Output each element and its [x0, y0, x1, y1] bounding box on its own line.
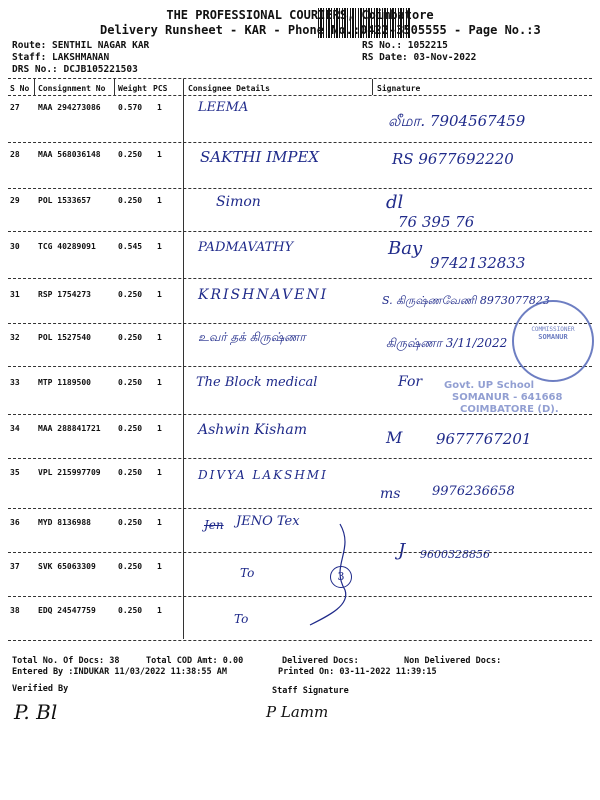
row-pcs: 1: [157, 150, 162, 159]
non-delivered-docs: Non Delivered Docs:: [404, 656, 502, 666]
row-rule: [8, 323, 592, 324]
row-sno: 33: [10, 378, 20, 387]
signature-scribble: J: [398, 540, 406, 561]
row-consignee: SAKTHI IMPEX: [200, 148, 320, 166]
document-title: THE PROFESSIONAL COURIERS, Coimbatore: [166, 8, 434, 22]
row-weight: 0.250: [118, 290, 143, 299]
stamp-middle-text: SOMANUR: [538, 333, 568, 341]
staff-label: Staff: LAKSHMANAN: [12, 52, 110, 63]
row-consignment: POL 1527540: [38, 333, 91, 342]
row-signature: 76 395 76: [398, 213, 475, 231]
row-consignee: Ashwin Kisham: [198, 422, 307, 438]
row-signature: 9600328856: [420, 548, 490, 561]
row-rule: [8, 508, 592, 509]
row-consignee: KRISHNAVENI: [198, 287, 329, 303]
row-consignment: TCG 40289091: [38, 242, 96, 251]
row-sno: 38: [10, 606, 20, 615]
row-sno: 30: [10, 242, 20, 251]
row-sno: 32: [10, 333, 20, 342]
drs-number: DRS No.: DCJB105221503: [12, 64, 138, 75]
row-weight: 0.545: [118, 242, 143, 251]
row-sno: 29: [10, 196, 20, 205]
row-weight: 0.570: [118, 103, 143, 112]
row-pcs: 1: [157, 196, 162, 205]
row-weight: 0.250: [118, 468, 143, 477]
row-pcs: 1: [157, 242, 162, 251]
staff-signature-label: Staff Signature: [272, 686, 349, 696]
col-divider: [183, 79, 184, 639]
col-pcs: PCS: [153, 84, 168, 93]
signature-scribble: ms: [380, 486, 401, 502]
row-consignment: MTP 1189500: [38, 378, 91, 387]
row-weight: 0.250: [118, 562, 143, 571]
signature-scribble: Bay: [388, 238, 423, 259]
ditto-bracket-line: [300, 520, 360, 630]
row-pcs: 1: [157, 468, 162, 477]
col-consignee: Consignee Details: [188, 84, 270, 93]
verified-by-label: Verified By: [12, 684, 69, 694]
row-consignee: DIVYA LAKSHMI: [198, 468, 328, 482]
signature-scribble: dl: [386, 192, 404, 213]
stamp-top-text: COMMISSIONER: [531, 326, 575, 333]
row-weight: 0.250: [118, 333, 143, 342]
row-weight: 0.250: [118, 606, 143, 615]
row-sno: 27: [10, 103, 20, 112]
row-signature: RS 9677692220: [392, 150, 514, 168]
circled-number: 3: [330, 566, 352, 588]
row-sno: 28: [10, 150, 20, 159]
row-rule: [8, 142, 592, 143]
stamp-line: COIMBATORE (D).: [460, 404, 559, 415]
header-rule-top: [8, 78, 592, 79]
row-sno: 37: [10, 562, 20, 571]
row-consignee: LEEMA: [198, 100, 249, 115]
row-weight: 0.250: [118, 518, 143, 527]
row-consignee: Simon: [216, 194, 261, 210]
row-consignment: VPL 215997709: [38, 468, 101, 477]
row-weight: 0.250: [118, 424, 143, 433]
row-consignee: To: [240, 566, 255, 580]
verifier-signature: P. Bl: [14, 700, 58, 724]
row-consignment: MYD 8136988: [38, 518, 91, 527]
col-signature: Signature: [377, 84, 421, 93]
row-consignment: MAA 294273086: [38, 103, 101, 112]
row-consignment: RSP 1754273: [38, 290, 91, 299]
staff-handwritten-signature: P Lamm: [266, 703, 329, 721]
row-consignment: POL 1533657: [38, 196, 91, 205]
row-pcs: 1: [157, 103, 162, 112]
col-divider: [372, 79, 373, 95]
row-signature: S. கிருஷ்ணவேணி 8973077823: [382, 294, 550, 307]
official-seal-stamp: [512, 300, 594, 382]
row-signature: For: [398, 374, 423, 390]
row-signature: 9976236658: [432, 484, 515, 499]
row-pcs: 1: [157, 518, 162, 527]
row-consignment: EDQ 24547759: [38, 606, 96, 615]
row-consignment: MAA 288841721: [38, 424, 101, 433]
row-sno: 36: [10, 518, 20, 527]
row-signature: லீமா. 7904567459: [388, 112, 526, 130]
signature-scribble: M: [386, 428, 403, 447]
col-divider: [114, 79, 115, 95]
col-divider: [34, 79, 35, 95]
row-rule: [8, 640, 592, 641]
row-sno: 31: [10, 290, 20, 299]
school-stamp: [438, 380, 562, 416]
row-rule: [8, 278, 592, 279]
row-weight: 0.250: [118, 196, 143, 205]
delivered-docs: Delivered Docs:: [282, 656, 359, 666]
row-consignment: SVK 65063309: [38, 562, 96, 571]
row-pcs: 1: [157, 333, 162, 342]
stamp-line: Govt. UP School: [444, 380, 535, 391]
total-docs: Total No. Of Docs: 38: [12, 656, 120, 666]
row-pcs: 1: [157, 378, 162, 387]
row-rule: [8, 231, 592, 232]
row-weight: 0.250: [118, 378, 143, 387]
row-pcs: 1: [157, 290, 162, 299]
row-pcs: 1: [157, 606, 162, 615]
row-sno: 35: [10, 468, 20, 477]
row-consignee: The Block medical: [196, 375, 318, 390]
col-sno: S No: [10, 84, 30, 93]
col-weight: Weight: [118, 84, 147, 93]
stamp-line: SOMANUR - 641668: [452, 392, 563, 403]
struck-text: Jen: [204, 518, 224, 532]
rs-date: RS Date: 03-Nov-2022: [362, 52, 477, 63]
row-signature: கிருஷ்ணா 3/11/2022: [386, 336, 508, 350]
total-cod: Total COD Amt: 0.00: [146, 656, 244, 666]
route-label: Route: SENTHIL NAGAR KAR: [12, 40, 150, 51]
row-signature: 9742132833: [430, 254, 526, 272]
row-consignee: PADMAVATHY: [198, 240, 294, 255]
row-rule: [8, 188, 592, 189]
row-rule: [8, 458, 592, 459]
row-consignee: JENO Tex: [236, 514, 300, 529]
rs-number: RS No.: 1052215: [362, 40, 448, 51]
col-consignment: Consignment No: [38, 84, 106, 93]
row-weight: 0.250: [118, 150, 143, 159]
row-sno: 34: [10, 424, 20, 433]
entered-by: Entered By :INDUKAR 11/03/2022 11:38:55 AM: [12, 667, 227, 677]
row-pcs: 1: [157, 424, 162, 433]
header-rule-bottom: [8, 95, 592, 96]
runsheet-heading: Delivery Runsheet - KAR - Phone No.:0422-3505555 - Page No.:3: [100, 23, 541, 37]
row-consignee: To: [234, 612, 249, 626]
printed-on: Printed On: 03-11-2022 11:39:15: [278, 667, 437, 677]
row-rule: [8, 366, 592, 367]
row-pcs: 1: [157, 562, 162, 571]
row-signature: 9677767201: [436, 430, 532, 448]
row-consignee: உவர் தக் கிருஷ்ணா: [198, 330, 306, 344]
row-consignment: MAA 568036148: [38, 150, 101, 159]
